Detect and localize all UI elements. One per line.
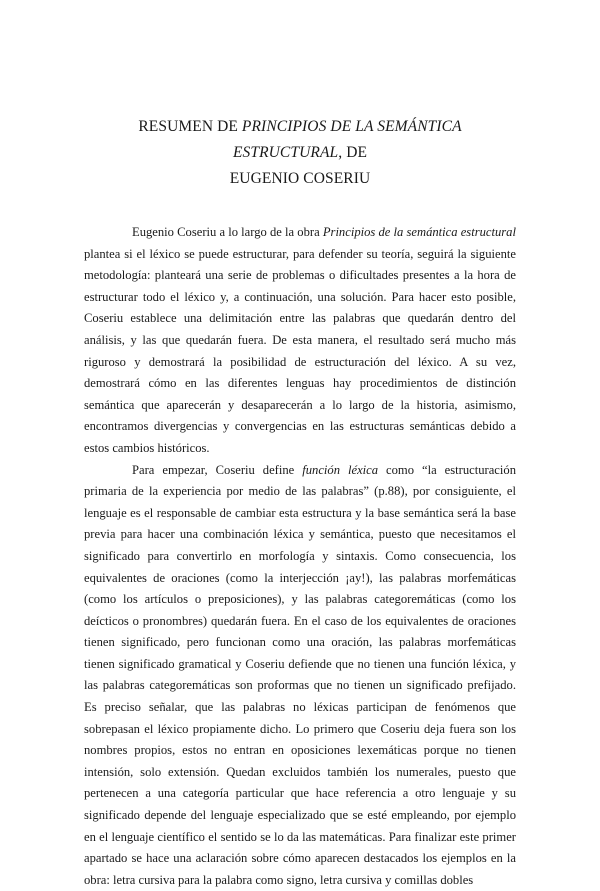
title-line-1: RESUMEN DE PRINCIPIOS DE LA SEMÁNTICA ESTRUCTURAL, DE — [138, 118, 462, 161]
document-title — [84, 114, 516, 192]
paragraph-1: Eugenio Coseriu a lo largo de la obra Principios de la semántica estructural plantea si el léxico se puede estructurar, para defender su teoría, seguirá la siguiente metodología: planteará una serie de problemas o dificultades presentes a la hora de estructurar todo el léxico y, a continuación, una solución. Para hacer esto posible, Coseriu establece una delimitación entre las palabras que quedarán dentro del análisis, y las que quedarán fuera. De esta manera, el resultado será mucho más riguroso y demostrará la posibilidad de estructuración del léxico. A su vez, demostrará cómo en las diferentes lenguas hay procedimientos de distinción semántica que aparecerán y desaparecerán a lo largo de la historia, asimismo, encontramos divergencias y convergencias en las estructuras semánticas debido a estos cambios históricos. — [84, 225, 516, 455]
italic-term: función léxica — [302, 462, 379, 477]
italic-book-title: Principios de la semántica estructural — [322, 225, 516, 239]
book-title: PRINCIPIOS DE LA SEMÁNTICA ESTRUCTURAL — [232, 118, 462, 161]
paragraph-2: Para empezar, Coseriu define función léxica como “la estructuración primaria de la experiencia por medio de las palabras” (p.88), por consiguiente, el lenguaje es el responsable de cambiar esta estructura y la base semántica será la base previa para hacer una combinación léxica y semántica, puesto que necesitamos el significado para convertirlo en morfología y sintaxis. Como consecuencia, los equivalentes de oraciones (como la interjección ¡ay!), las palabras morfemáticas (como los artículos o preposiciones), y las palabras categoremáticas (como los deícticos o pronombres) quedarán fuera. En el caso de los equivalentes de oraciones tienen significado, pero funcionan como una oración, las palabras morfemáticas tienen significado gramatical y Coseriu defiende que no tienen una función léxica, y las palabras categoremáticas son proformas que no tienen un significado prefijado. Es preciso señalar, que las palabras no léxicas participan de fenómenos que sobrepasan el léxico propiamente dicho. Lo primero que Coseriu deja fuera son los nombres propios, estos no entran en oposiciones lexemáticas porque no tienen intensión, solo extensión. Quedan excluidos también los numerales, puesto que pertenecen a una categoría particular que hace referencia a otro lenguaje y su significado depende del lenguaje especializado que se esté empleando, por ejemplo en el lenguaje científico el sentido se lo da las matemáticas. Para finalizar este primer apartado se hace una aclaración sobre cómo aparecen destacados los ejemplos en la obra: letra cursiva para la palabra como signo, letra cursiva y comillas dobles — [84, 462, 516, 887]
title-line-2: EUGENIO COSERIU — [229, 170, 371, 187]
